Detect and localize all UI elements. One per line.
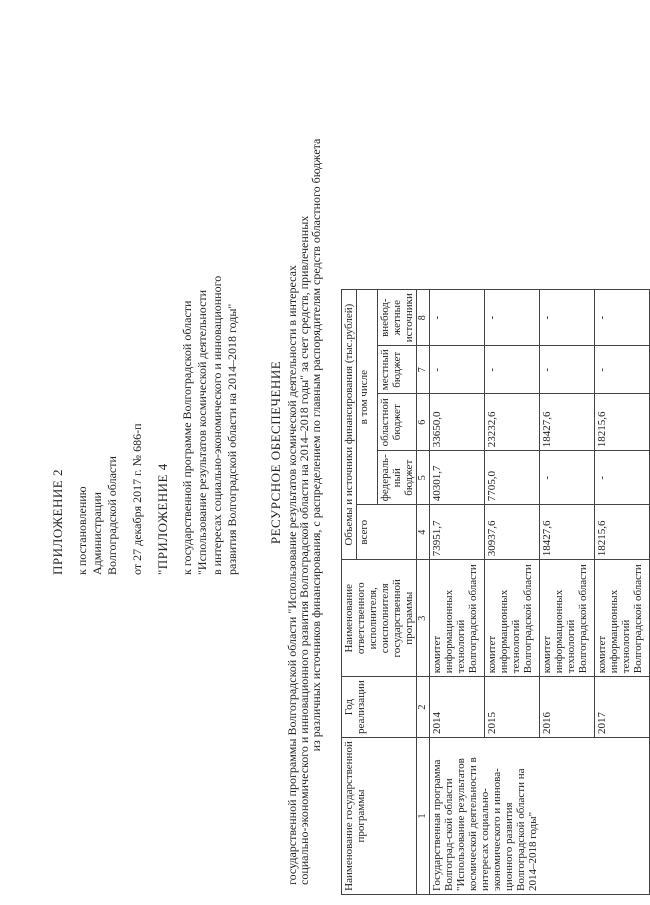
col-number: 6 bbox=[417, 394, 430, 451]
appendix-4-line: к государственной программе Волгоградской области bbox=[180, 300, 194, 575]
header-year: Год реализации bbox=[342, 677, 417, 738]
table-row bbox=[430, 290, 485, 895]
header-total: всего bbox=[357, 505, 417, 560]
col-number: 4 bbox=[417, 505, 430, 560]
regional-cell: 23232,6 bbox=[485, 394, 540, 451]
local-cell: - bbox=[430, 346, 485, 394]
col-number: 3 bbox=[417, 560, 430, 677]
extra-cell: - bbox=[485, 290, 540, 346]
document-title: РЕСУРСНОЕ ОБЕСПЕЧЕНИЕ bbox=[268, 360, 283, 545]
subtitle-line: из различных источников финансирования, с распределением по главным распорядителям средств областного бюджета bbox=[309, 138, 323, 752]
regional-cell: 33650,0 bbox=[430, 394, 485, 451]
header-program-name: Наименование государственной программы bbox=[342, 738, 417, 895]
federal-cell: - bbox=[595, 451, 650, 505]
decree-date: от 27 декабря 2017 г. № 686-п bbox=[130, 423, 144, 575]
header-executor: Наименование ответственного исполнителя, соисполнителя государственной программы bbox=[342, 560, 417, 677]
executor-cell: комитет информационных технологий Волгоградской области bbox=[595, 560, 650, 677]
decree-line: к постановлению bbox=[75, 486, 89, 575]
federal-cell: 7705,0 bbox=[485, 451, 540, 505]
col-number: 1 bbox=[417, 738, 430, 895]
header-including: в том числе bbox=[357, 290, 378, 505]
appendix-4-line: "Использование результатов космической деятельности bbox=[195, 289, 209, 575]
column-number-row bbox=[417, 290, 430, 895]
executor-cell: комитет информационных технологий Волгоградской области bbox=[540, 560, 595, 677]
total-cell: 18215,6 bbox=[595, 505, 650, 560]
regional-cell: 18427,6 bbox=[540, 394, 595, 451]
executor-cell: комитет информационных технологий Волгоградской области bbox=[485, 560, 540, 677]
col-number: 2 bbox=[417, 677, 430, 738]
appendix-4-title: "ПРИЛОЖЕНИЕ 4 bbox=[155, 463, 170, 575]
subtitle-line: социально-экономического и инновационного развития Волгоградской области на 2014–2018 годы" за счет средств, привлеченных bbox=[297, 215, 311, 885]
total-cell: 73951,7 bbox=[430, 505, 485, 560]
header-local: местный бюджет bbox=[378, 346, 417, 394]
total-cell: 30937,6 bbox=[485, 505, 540, 560]
subtitle-line: государственной программы Волгоградской области "Использование результатов космической деятельности в интересах bbox=[285, 265, 299, 885]
decree-line: Волгоградской области bbox=[105, 456, 119, 575]
extra-cell: - bbox=[540, 290, 595, 346]
year-cell: 2016 bbox=[540, 677, 595, 738]
year-cell: 2017 bbox=[595, 677, 650, 738]
executor-cell: комитет информационных технологий Волгоградской области bbox=[430, 560, 485, 677]
header-federal: федераль-ный бюджет bbox=[378, 451, 417, 505]
total-cell: 18427,6 bbox=[540, 505, 595, 560]
year-cell: 2014 bbox=[430, 677, 485, 738]
extra-cell: - bbox=[430, 290, 485, 346]
header-extrabudget: внебюд-жетные источники bbox=[378, 290, 417, 346]
header-regional: областной бюджет bbox=[378, 394, 417, 451]
local-cell: - bbox=[540, 346, 595, 394]
col-number: 7 bbox=[417, 346, 430, 394]
year-cell: 2015 bbox=[485, 677, 540, 738]
appendix-4-line: в интересах социально-экономического и инновационного bbox=[210, 275, 224, 575]
appendix-title: ПРИЛОЖЕНИЕ 2 bbox=[50, 469, 65, 575]
federal-cell: - bbox=[540, 451, 595, 505]
resource-table bbox=[341, 289, 650, 895]
federal-cell: 40301,7 bbox=[430, 451, 485, 505]
appendix-4-line: развития Волгоградской области на 2014–2018 годы" bbox=[225, 303, 239, 575]
program-name-cell: Государственная программа Волгоград-ской области "Использование результатов космической деятельности в интересах социально-экономического и иннова-ционного развития Волгоградской области на 2014–2018 годы" bbox=[430, 738, 650, 895]
col-number: 8 bbox=[417, 290, 430, 346]
appendix-header bbox=[50, 55, 240, 575]
extra-cell: - bbox=[595, 290, 650, 346]
document-subtitle bbox=[286, 5, 322, 885]
col-number: 5 bbox=[417, 451, 430, 505]
header-volumes: Объемы и источники финансирования (тыс.рублей) bbox=[342, 290, 357, 560]
decree-line: Администрации bbox=[90, 492, 104, 575]
local-cell: - bbox=[595, 346, 650, 394]
local-cell: - bbox=[485, 346, 540, 394]
regional-cell: 18215,6 bbox=[595, 394, 650, 451]
